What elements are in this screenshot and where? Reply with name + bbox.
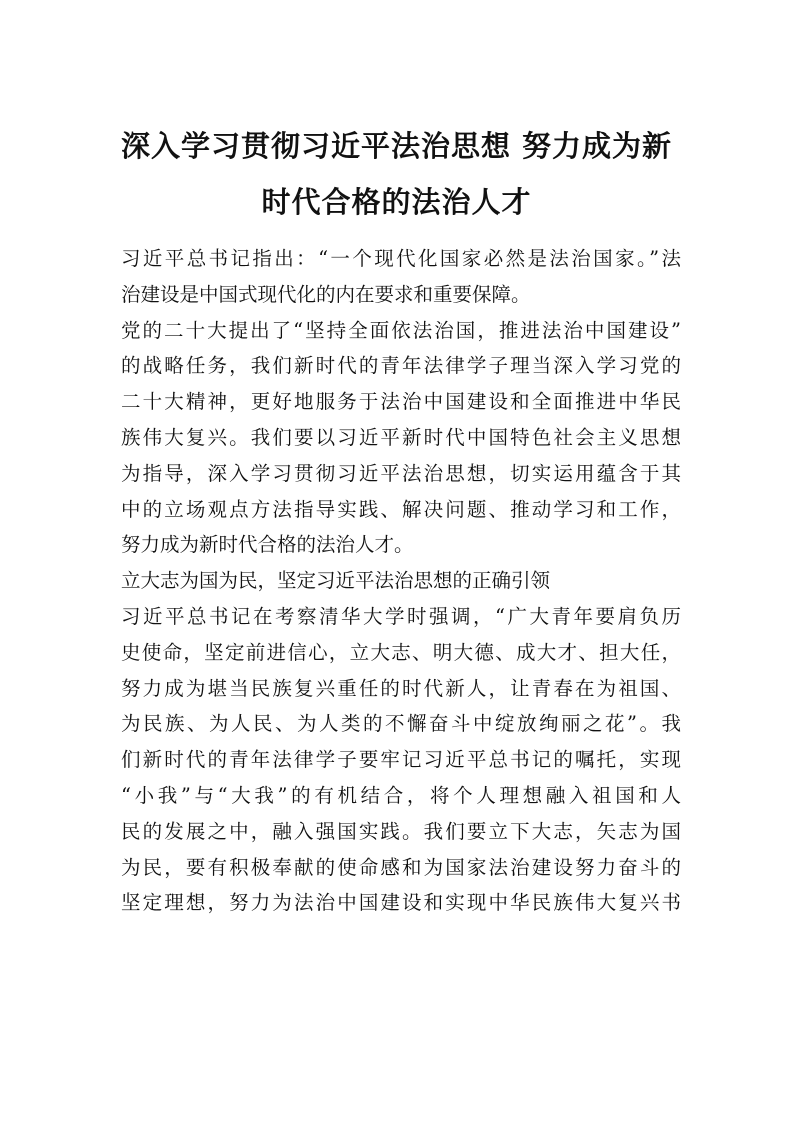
- paragraph: [121, 241, 681, 313]
- title-line: 时代合格的法治人才: [261, 185, 532, 219]
- document-body: [121, 241, 681, 921]
- text-line: 习近平总书记指出：“一个现代化国家必然是法治国家。”法: [121, 247, 681, 270]
- text-line: 为指导，深入学习贯彻习近平法治思想，切实运用蕴含于其: [121, 461, 681, 485]
- text-line: 民的发展之中，融入强国实践。我们要立下大志，矢志为国: [121, 819, 681, 843]
- text-line: 习近平总书记在考察清华大学时强调，“广大青年要肩负历: [121, 604, 681, 628]
- text-line: 史使命，坚定前进信心，立大志、明大德、成大才、担大任，: [121, 640, 681, 664]
- text-line: 努力成为新时代合格的法治人才。: [121, 533, 414, 557]
- paragraph: [121, 563, 681, 599]
- text-line: 族伟大复兴。我们要以习近平新时代中国特色社会主义思想: [121, 425, 681, 449]
- paragraph: [121, 599, 681, 921]
- text-line: 坚定理想，努力为法治中国建设和实现中华民族伟大复兴书: [121, 891, 681, 915]
- text-line: 们新时代的青年法律学子要牢记习近平总书记的嘱托，实现: [121, 748, 681, 772]
- text-line: 努力成为堪当民族复兴重任的时代新人，让青春在为祖国、: [121, 676, 681, 700]
- text-line: 党的二十大提出了“坚持全面依法治国，推进法治中国建设”: [121, 318, 681, 342]
- text-line: 治建设是中国式现代化的内在要求和重要保障。: [121, 282, 531, 306]
- title-line: 深入学习贯彻习近平法治思想 努力成为新: [120, 129, 673, 163]
- text-line: 立大志为国为民，坚定习近平法治思想的正确引领: [121, 569, 551, 593]
- text-line: 的战略任务，我们新时代的青年法律学子理当深入学习党的: [121, 354, 681, 378]
- text-line: 为民族、为人民、为人类的不懈奋斗中绽放绚丽之花”。我: [121, 712, 681, 736]
- text-line: “小我”与“大我”的有机结合，将个人理想融入祖国和人: [121, 783, 681, 807]
- text-line: 二十大精神，更好地服务于法治中国建设和全面推进中华民: [121, 390, 681, 414]
- paragraph: [121, 313, 681, 564]
- document-title: [100, 118, 693, 230]
- text-line: 为民，要有积极奉献的使命感和为国家法治建设努力奋斗的: [121, 855, 681, 879]
- text-line: 中的立场观点方法指导实践、解决问题、推动学习和工作，: [121, 497, 681, 521]
